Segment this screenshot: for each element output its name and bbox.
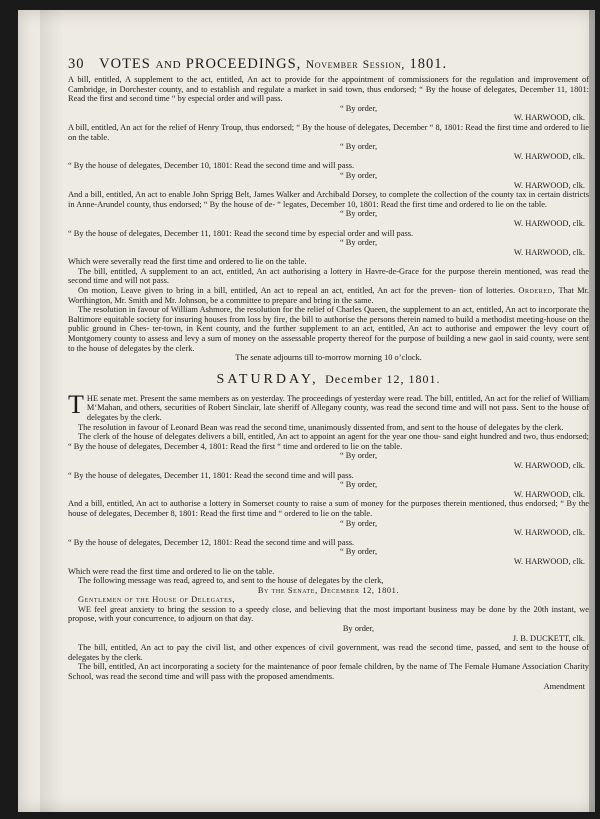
message-salutation: Gentlemen of the House of Delegates,: [78, 595, 235, 605]
paragraph: The clerk of the house of delegates delivers a bill, entitled, An act to appoint an agent for the year one thou- sand eight hundred and two, thus endorsed; “ By the house of delegates, December 4, 1801: Read the first “ time and ordered to lie on the table.: [68, 432, 589, 451]
running-header: [68, 55, 589, 74]
clerk-signature: W. HARWOOD, clk.: [513, 556, 585, 566]
paragraph-text: HE senate met. Present the same members as on yesterday. The proceedings of yesterday were read. The bill, entitled, An act for the relief of William M‘Mahan, and others, securities of Robert Sinclair, late sheriff of Allegany county, was read the second time and will not pass. Sent to the house of delegates by the clerk.: [86, 393, 589, 422]
paragraph: The resolution in favour of Leonard Bean was read the second time, unanimously dissented from, and sent to the house of delegates by the clerk.: [78, 422, 564, 432]
paragraph: The bill, entitled, A supplement to an act, entitled, An act authorising a lottery in Havre-de-Grace for the purpose therein mentioned, was read the second time and will not pass.: [68, 266, 589, 286]
clerk-signature: W. HARWOOD, clk.: [513, 460, 585, 470]
clerk-signature: J. B. DUCKETT, clk.: [512, 633, 585, 643]
header-title: VOTES: [99, 56, 151, 72]
header-session-word: Session,: [362, 59, 405, 71]
by-order: “ By order,: [339, 518, 378, 528]
by-order: “ By order,: [339, 142, 378, 152]
by-order: “ By order,: [339, 451, 378, 461]
paragraph: A bill, entitled, An act for the relief of Henry Troup, thus endorsed; “ By the house of delegates, December “ 8, 1801: Read the first time and ordered to lie on the table.: [68, 122, 589, 142]
paragraph: [68, 389, 589, 423]
by-order: “ By order,: [339, 209, 378, 219]
paragraph: Which were severally read the first time and ordered to lie on the table.: [68, 257, 307, 267]
clerk-signature: W. HARWOOD, clk.: [513, 247, 585, 257]
by-order: “ By order,: [339, 238, 378, 248]
drop-cap: T: [68, 389, 84, 419]
page-edge: [589, 10, 595, 812]
header-session-month: November: [305, 59, 359, 71]
ordered-label: Ordered,: [518, 286, 556, 296]
paragraph: “ By the house of delegates, December 10, 1801: Read the second time and will pass.: [68, 161, 355, 171]
paragraph-text: That Mr. Worthington, Mr. Smith and Mr. Johnson, be a committee to prepare and bring in the same.: [68, 286, 589, 305]
clerk-signature: W. HARWOOD, clk.: [513, 528, 585, 538]
section-heading: [68, 371, 589, 388]
paragraph: [68, 286, 589, 305]
header-title2: PROCEEDINGS,: [185, 56, 302, 72]
paragraph: And a bill, entitled, An act to authorise a lottery in Somerset county to raise a sum of money for the purposes therein mentioned, thus endorsed; “ By the house of delegates, December 8, 1801: Read the first time and “ ordered to lie on the table.: [68, 499, 589, 518]
by-order: “ By order,: [339, 103, 378, 113]
section-day: SATURDAY,: [216, 371, 319, 387]
paragraph: “ By the house of delegates, December 12, 1801: Read the second time and will pass.: [68, 537, 355, 547]
paragraph: A bill, entitled, A supplement to the act, entitled, An act to provide for the appointment of commissioners for the regulation and improvement of Cambridge, in Dorchester county, and to establish and regulate a market in said town, thus endorsed; “ By the house of delegates, December 11, 1801: Read the first and second time “ by especial order and will pass.: [68, 75, 589, 104]
paragraph: Which were read the first time and ordered to lie on the table.: [68, 566, 275, 576]
clerk-signature: W. HARWOOD, clk.: [513, 489, 585, 499]
clerk-signature: W. HARWOOD, clk.: [513, 113, 585, 123]
by-order: “ By order,: [339, 547, 378, 557]
clerk-signature: W. HARWOOD, clk.: [513, 218, 585, 228]
by-order: By order,: [342, 624, 375, 634]
paragraph: The bill, entitled, An act incorporating a society for the maintenance of poor female children, by the name of The Female Humane Association Charity School, was read the second time and will pass with the proposed amendments.: [68, 662, 589, 682]
paragraph: “ By the house of delegates, December 11, 1801: Read the second time and will pass.: [68, 470, 354, 480]
paragraph: The following message was read, agreed to, and sent to the house of delegates by the clerk,: [78, 576, 384, 586]
clerk-signature: W. HARWOOD, clk.: [513, 151, 585, 161]
paragraph: “ By the house of delegates, December 11, 1801: Read the second time by especial order and will pass.: [68, 228, 414, 238]
paragraph: The resolution in favour of William Ashmore, the resolution for the relief of Charles Queen, the supplement to an act, entitled, An act to incorporate the Baltimore equitable society for insuring houses from loss by fire, the bill to authorise the persons therein named to build a methodist meeting-house on the public ground in Ches- ter-town, in Kent county, and the further supplement to an act, entitled, An act to authorise and empower the levy court of Montgomery county to assess and levy a sum of money on the assessable property thereof for the purpose of building a new gaol in said county, were sent to the house of delegates by the clerk.: [68, 305, 589, 353]
message-body: WE feel great anxiety to bring the session to a speedy close, and believing that the most important business may be done by the 20th instant, we propose, with your concurrence, to adjourn on that day.: [68, 604, 589, 624]
header-year: 1801.: [409, 56, 448, 72]
page-content: [68, 55, 589, 691]
adjournment-line: The senate adjourns till to-morrow morning 10 o’clock.: [235, 353, 422, 363]
clerk-signature: W. HARWOOD, clk.: [513, 180, 585, 190]
paragraph: And a bill, entitled, An act to enable John Sprigg Belt, James Walker and Archibald Dorsey, to complete the collection of the county tax in certain districts in Anne-Arundel county, thus endorsed; “ By the house of de- “ legates, December 10, 1801: Read the first time and ordered to lie on the table.: [68, 190, 589, 209]
section-date: December 12, 1801.: [325, 371, 441, 386]
binding-shadow: [40, 10, 64, 812]
paragraph: The bill, entitled, An act to pay the civil list, and other expences of civil government, was read the second time, passed, and sent to the house of delegates by the clerk.: [68, 643, 589, 662]
header-and: AND: [155, 59, 182, 71]
paragraph-text: On motion, Leave given to bring in a bill, entitled, An act to repeal an act, entitled, An act for the preven- tion of lotteries.: [78, 286, 516, 296]
by-order: “ By order,: [339, 170, 378, 180]
by-order: “ By order,: [339, 480, 378, 490]
catchword: Amendment: [543, 681, 585, 691]
message-heading: By the Senate, December 12, 1801.: [257, 585, 400, 595]
document-page: [18, 10, 595, 812]
page-number: 30: [68, 56, 85, 72]
